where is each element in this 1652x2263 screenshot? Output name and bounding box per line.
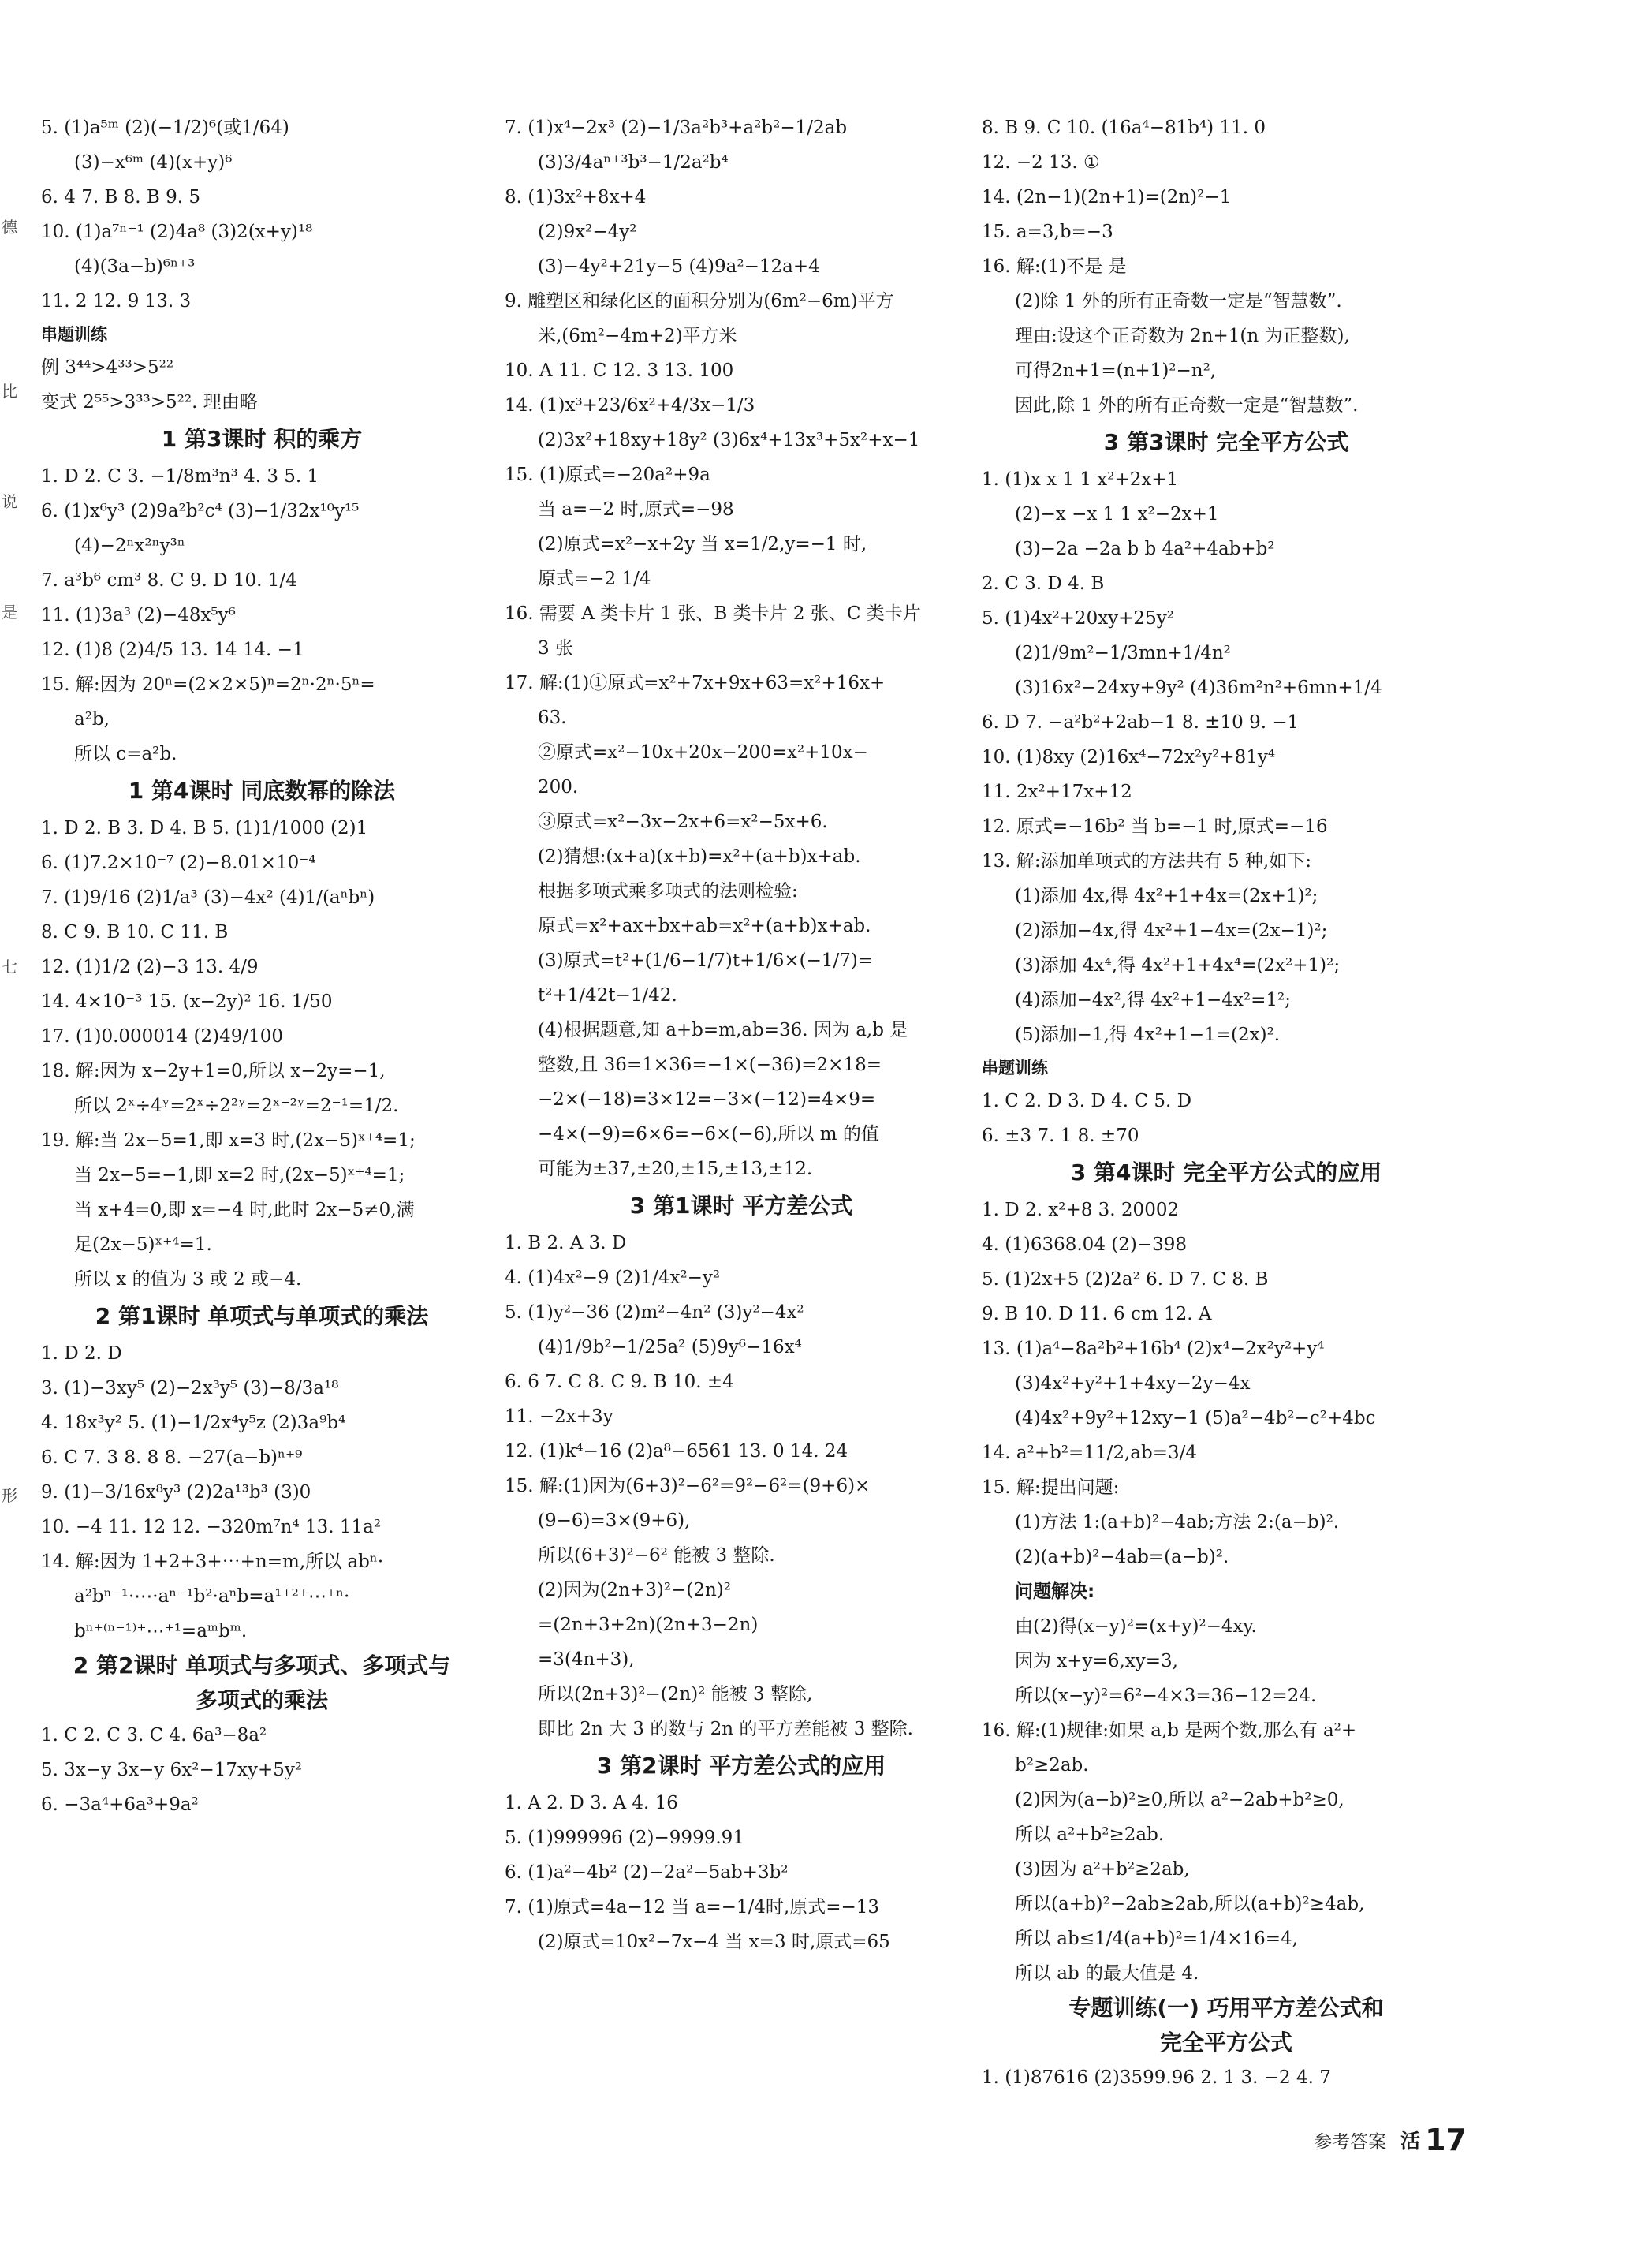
answer-line: (3)原式=t²+(1/6−1/7)t+1/6×(−1/7)= [538, 950, 874, 971]
answer-line: 6. −3a⁴+6a³+9a² [41, 1794, 199, 1815]
answer-line: 1. C 2. D 3. D 4. C 5. D [982, 1091, 1192, 1111]
answer-line: 8. (1)3x²+8x+4 [505, 187, 647, 207]
answer-line: (2)原式=x²−x+2y 当 x=1/2,y=−1 时, [538, 534, 867, 555]
answer-line: 1. B 2. A 3. D [505, 1233, 627, 1253]
answer-line: 11. (1)3a³ (2)−48x⁵y⁶ [41, 605, 236, 625]
answer-line: 14. (2n−1)(2n+1)=(2n)²−1 [982, 187, 1232, 207]
answer-line: (2)3x²+18xy+18y² (3)6x⁴+13x³+5x²+x−1 [538, 430, 920, 450]
section-heading: 3 第1课时 平方差公式 [629, 1193, 853, 1219]
answer-line: 5. (1)999996 (2)−9999.91 [505, 1828, 744, 1848]
answer-line: ③原式=x²−3x−2x+6=x²−5x+6. [538, 812, 828, 832]
section-heading: 2 第2课时 单项式与多项式、多项式与 [73, 1652, 451, 1679]
section-heading: 2 第1课时 单项式与单项式的乘法 [95, 1303, 429, 1329]
answer-line: 当 x+4=0,即 x=−4 时,此时 2x−5≠0,满 [74, 1200, 415, 1220]
binding-edge-margin [0, 0, 16, 2263]
answer-line: 11. 2x²+17x+12 [982, 782, 1132, 802]
section-heading: 多项式的乘法 [195, 1687, 328, 1713]
answer-line: 因此,除 1 外的所有正奇数一定是“智慧数”. [1015, 395, 1359, 416]
answer-line: 当 2x−5=−1,即 x=2 时,(2x−5)ˣ⁺⁴=1; [74, 1165, 405, 1186]
answer-line: (2)因为(a−b)²≥0,所以 a²−2ab+b²≥0, [1015, 1790, 1344, 1810]
answer-line: 可得2n+1=(n+1)²−n², [1015, 360, 1217, 381]
answer-line: 14. a²+b²=11/2,ab=3/4 [982, 1443, 1197, 1463]
answer-line: (3)−4y²+21y−5 (4)9a²−12a+4 [538, 256, 820, 277]
answer-line: 1. D 2. x²+8 3. 20002 [982, 1200, 1180, 1220]
answer-line: (2)猜想:(x+a)(x+b)=x²+(a+b)x+ab. [538, 846, 861, 867]
answer-line: (4)根据题意,知 a+b=m,ab=36. 因为 a,b 是 [538, 1020, 908, 1040]
answer-column-left [41, 110, 483, 1822]
answer-line: 变式 2⁵⁵>3³³>5²². 理由略 [41, 392, 258, 413]
answer-line: 所以(a+b)²−2ab≥2ab,所以(a+b)²≥4ab, [1015, 1894, 1365, 1914]
section-heading: 3 第4课时 完全平方公式的应用 [1070, 1160, 1382, 1186]
answer-line: −4×(−9)=6×6=−6×(−6),所以 m 的值 [538, 1124, 879, 1145]
answer-line: 9. 雕塑区和绿化区的面积分别为(6m²−6m)平方 [505, 291, 894, 312]
answer-line: 63. [538, 708, 567, 728]
answer-line: (3)4x²+y²+1+4xy−2y−4x [1015, 1373, 1251, 1394]
answer-line: 7. a³b⁶ cm³ 8. C 9. D 10. 1/4 [41, 570, 297, 591]
answer-line: 3 张 [538, 638, 573, 659]
answer-line: 1. C 2. C 3. C 4. 6a³−8a² [41, 1725, 267, 1746]
answer-line: 19. 解:当 2x−5=1,即 x=3 时,(2x−5)ˣ⁺⁴=1; [41, 1130, 416, 1151]
answer-line: (2)9x²−4y² [538, 222, 637, 242]
answer-column-middle [505, 110, 978, 1959]
answer-line: 5. (1)2x+5 (2)2a² 6. D 7. C 8. B [982, 1269, 1269, 1290]
answer-line: a²bⁿ⁻¹·⋯·aⁿ⁻¹b²·aⁿb=a¹⁺²⁺⋯⁺ⁿ· [74, 1586, 350, 1607]
answer-line: 7. (1)9/16 (2)1/a³ (3)−4x² (4)1/(aⁿbⁿ) [41, 887, 375, 908]
answer-line: 6. 6 7. C 8. C 9. B 10. ±4 [505, 1372, 734, 1392]
answer-line: 17. 解:(1)①原式=x²+7x+9x+63=x²+16x+ [505, 673, 886, 693]
answer-line: (2)除 1 外的所有正奇数一定是“智慧数”. [1015, 291, 1342, 312]
edge-fragment: 七 [2, 958, 17, 977]
answer-line: 1. A 2. D 3. A 4. 16 [505, 1793, 678, 1813]
answer-line: 9. (1)−3/16x⁸y³ (2)2a¹³b³ (3)0 [41, 1482, 311, 1503]
answer-line: 所以(6+3)²−6² 能被 3 整除. [538, 1545, 775, 1566]
answer-line: −2×(−18)=3×12=−3×(−12)=4×9= [538, 1089, 876, 1110]
answer-line: 14. 4×10⁻³ 15. (x−2y)² 16. 1/50 [41, 991, 333, 1012]
answer-line: 14. 解:因为 1+2+3+⋯+n=m,所以 abⁿ· [41, 1552, 384, 1572]
section-heading: 专题训练(一) 巧用平方差公式和 [1068, 1995, 1384, 2021]
answer-line: 所以 2ˣ÷4ʸ=2ˣ÷2²ʸ=2ˣ⁻²ʸ=2⁻¹=1/2. [74, 1096, 399, 1116]
answer-line: 6. 4 7. B 8. B 9. 5 [41, 187, 201, 207]
answer-line: (4)1/9b²−1/25a² (5)9y⁶−16x⁴ [538, 1337, 802, 1357]
edge-fragment: 比 [2, 382, 17, 401]
edge-fragment: 形 [2, 1486, 17, 1505]
answer-line: 11. 2 12. 9 13. 3 [41, 291, 192, 312]
answer-line: 14. (1)x³+23/6x²+4/3x−1/3 [505, 395, 755, 416]
answer-line: 8. C 9. B 10. C 11. B [41, 922, 229, 943]
answer-line: 1. D 2. D [41, 1343, 122, 1364]
answer-line: 所以 ab 的最大值是 4. [1015, 1963, 1199, 1984]
page-footer [1206, 2120, 1467, 2160]
answer-line: (1)方法 1:(a+b)²−4ab;方法 2:(a−b)². [1015, 1512, 1340, 1533]
answer-line: (5)添加−1,得 4x²+1−1=(2x)². [1015, 1025, 1281, 1045]
answer-line: 6. C 7. 3 8. 8 8. −27(a−b)ⁿ⁺⁹ [41, 1447, 303, 1468]
answer-line: 所以 ab≤1/4(a+b)²=1/4×16=4, [1015, 1929, 1298, 1949]
answer-line: 足(2x−5)ˣ⁺⁴=1. [74, 1234, 212, 1255]
section-heading: 3 第2课时 平方差公式的应用 [596, 1753, 886, 1779]
answer-line: 理由:设这个正奇数为 2n+1(n 为正整数), [1015, 326, 1350, 346]
answer-line: 16. 需要 A 类卡片 1 张、B 类卡片 2 张、C 类卡片 [505, 603, 921, 624]
answer-line: 6. (1)a²−4b² (2)−2a²−5ab+3b² [505, 1862, 789, 1883]
answer-line: 5. (1)a⁵ᵐ (2)(−1/2)⁶(或1/64) [41, 118, 289, 138]
answer-line: (3)16x²−24xy+9y² (4)36m²n²+6mn+1/4 [1015, 678, 1382, 698]
answer-line: 所以 a²+b²≥2ab. [1015, 1824, 1165, 1845]
answer-line: 6. D 7. −a²b²+2ab−1 8. ±10 9. −1 [982, 712, 1300, 733]
answer-line: b²≥2ab. [1015, 1755, 1089, 1776]
answer-line: 问题解决: [1015, 1581, 1095, 1602]
answer-line: 1. D 2. B 3. D 4. B 5. (1)1/1000 (2)1 [41, 818, 368, 838]
answer-line: 4. 18x³y² 5. (1)−1/2x⁴y⁵z (2)3a⁹b⁴ [41, 1413, 346, 1433]
answer-line: 所以(2n+3)²−(2n)² 能被 3 整除, [538, 1684, 813, 1705]
answer-line: 例 3⁴⁴>4³³>5²² [41, 357, 174, 378]
answer-line: 16. 解:(1)不是 是 [982, 256, 1127, 277]
answer-line: 4. (1)6368.04 (2)−398 [982, 1234, 1188, 1255]
answer-line: 10. −4 11. 12 12. −320m⁷n⁴ 13. 11a² [41, 1517, 382, 1537]
section-heading: 3 第3课时 完全平方公式 [1103, 429, 1349, 455]
answer-line: 所以 c=a²b. [74, 744, 177, 764]
answer-line: =(2n+3+2n)(2n+3−2n) [538, 1615, 759, 1635]
answer-line: 15. 解:提出问题: [982, 1477, 1120, 1498]
answer-line: 6. (1)x⁶y³ (2)9a²b²c⁴ (3)−1/32x¹⁰y¹⁵ [41, 501, 360, 521]
answer-line: 12. −2 13. ① [982, 152, 1100, 173]
answer-line: 13. (1)a⁴−8a²b²+16b⁴ (2)x⁴−2x²y²+y⁴ [982, 1339, 1325, 1359]
footer-label: 参考答案 [1314, 2131, 1387, 2153]
answer-line: 200. [538, 777, 579, 797]
answer-line: (1)添加 4x,得 4x²+1+4x=(2x+1)²; [1015, 886, 1318, 906]
page-number: 17 [1425, 2123, 1467, 2157]
answer-line: 15. 解:因为 20ⁿ=(2×2×5)ⁿ=2ⁿ·2ⁿ·5ⁿ= [41, 674, 375, 695]
answer-line: (4)(3a−b)⁶ⁿ⁺³ [74, 256, 196, 277]
answer-line: 15. a=3,b=−3 [982, 222, 1113, 242]
answer-line: 7. (1)x⁴−2x³ (2)−1/3a²b³+a²b²−1/2ab [505, 118, 848, 138]
answer-line: 6. ±3 7. 1 8. ±70 [982, 1126, 1139, 1146]
answer-line: 米,(6m²−4m+2)平方米 [538, 326, 737, 346]
answer-line: 12. (1)k⁴−16 (2)a⁸−6561 13. 0 14. 24 [505, 1441, 848, 1462]
answer-line: (2)1/9m²−1/3mn+1/4n² [1015, 643, 1231, 663]
answer-line: (3)−x⁶ᵐ (4)(x+y)⁶ [74, 152, 233, 173]
answer-line: bⁿ⁺⁽ⁿ⁻¹⁾⁺⋯⁺¹=aᵐbᵐ. [74, 1621, 248, 1641]
answer-line: 原式=x²+ax+bx+ab=x²+(a+b)x+ab. [538, 916, 871, 936]
answer-line: 4. (1)4x²−9 (2)1/4x²−y² [505, 1268, 721, 1288]
subsection-label: 串题训练 [982, 1059, 1048, 1077]
answer-line: 17. (1)0.000014 (2)49/100 [41, 1026, 284, 1047]
answer-line: a²b, [74, 709, 110, 730]
edge-fragment: 说 [2, 492, 17, 511]
answer-line: (2)原式=10x²−7x−4 当 x=3 时,原式=65 [538, 1932, 890, 1952]
answer-line: 10. (1)a⁷ⁿ⁻¹ (2)4a⁸ (3)2(x+y)¹⁸ [41, 222, 313, 242]
section-heading: 1 第3课时 积的乘方 [161, 426, 363, 452]
answer-line: (3)添加 4x⁴,得 4x²+1+4x⁴=(2x²+1)²; [1015, 955, 1341, 976]
answer-line: (9−6)=3×(9+6), [538, 1511, 691, 1531]
answer-line: 12. 原式=−16b² 当 b=−1 时,原式=−16 [982, 816, 1328, 837]
answer-line: 根据多项式乘多项式的法则检验: [538, 881, 798, 902]
answer-line: 整数,且 36=1×36=−1×(−36)=2×18= [538, 1055, 882, 1075]
answer-line: 13. 解:添加单项式的方法共有 5 种,如下: [982, 851, 1311, 872]
answer-line: 5. (1)y²−36 (2)m²−4n² (3)y²−4x² [505, 1302, 804, 1323]
answer-line: 9. B 10. D 11. 6 cm 12. A [982, 1304, 1212, 1324]
answer-line: 所以 x 的值为 3 或 2 或−4. [74, 1269, 302, 1290]
answer-line: 18. 解:因为 x−2y+1=0,所以 x−2y=−1, [41, 1061, 386, 1081]
answer-line: (4)添加−4x²,得 4x²+1−4x²=1²; [1015, 990, 1291, 1010]
answer-line: 12. (1)1/2 (2)−3 13. 4/9 [41, 957, 259, 977]
answer-line: 7. (1)原式=4a−12 当 a=−1/4时,原式=−13 [505, 1897, 880, 1918]
answer-line: 由(2)得(x−y)²=(x+y)²−4xy. [1015, 1616, 1257, 1637]
answer-line: 16. 解:(1)规律:如果 a,b 是两个数,那么有 a²+ [982, 1720, 1357, 1741]
answer-line: (2)添加−4x,得 4x²+1−4x=(2x−1)²; [1015, 921, 1328, 941]
answer-line: (3)−2a −2a b b 4a²+4ab+b² [1015, 539, 1275, 559]
answer-line: 6. (1)7.2×10⁻⁷ (2)−8.01×10⁻⁴ [41, 853, 316, 873]
answer-line: 15. 解:(1)因为(6+3)²−6²=9²−6²=(9+6)× [505, 1476, 871, 1496]
subsection-label: 串题训练 [41, 325, 107, 344]
edge-fragment: 德 [2, 218, 17, 237]
answer-line: 因为 x+y=6,xy=3, [1015, 1651, 1178, 1671]
answer-line: 15. (1)原式=−20a²+9a [505, 465, 710, 485]
answer-line: 5. (1)4x²+20xy+25y² [982, 608, 1174, 629]
answer-line: 所以(x−y)²=6²−4×3=36−12=24. [1015, 1686, 1317, 1706]
answer-line: 可能为±37,±20,±15,±13,±12. [538, 1159, 813, 1179]
answer-line: (4)4x²+9y²+12xy−1 (5)a²−4b²−c²+4bc [1015, 1408, 1376, 1428]
answer-line: 1. (1)87616 (2)3599.96 2. 1 3. −2 4. 7 [982, 2067, 1331, 2088]
answer-line: 3. (1)−3xy⁵ (2)−2x³y⁵ (3)−8/3a¹⁸ [41, 1378, 339, 1399]
answer-line: 10. A 11. C 12. 3 13. 100 [505, 360, 734, 381]
answer-line: 1. D 2. C 3. −1/8m³n³ 4. 3 5. 1 [41, 466, 319, 487]
answer-line: 10. (1)8xy (2)16x⁴−72x²y²+81y⁴ [982, 747, 1276, 767]
answer-line: =3(4n+3), [538, 1649, 635, 1670]
section-heading: 1 第4课时 同底数幂的除法 [128, 778, 396, 804]
answer-line: 12. (1)8 (2)4/5 13. 14 14. −1 [41, 640, 304, 660]
answer-line: 2. C 3. D 4. B [982, 573, 1105, 594]
answer-line: 11. −2x+3y [505, 1406, 613, 1427]
answer-line: (4)−2ⁿx²ⁿy³ⁿ [74, 536, 185, 556]
answer-column-right [982, 110, 1471, 2095]
footer-brand: 活 [1400, 2130, 1421, 2153]
answer-line: (3)因为 a²+b²≥2ab, [1015, 1859, 1190, 1880]
answer-line: (3)3/4aⁿ⁺³b³−1/2a²b⁴ [538, 152, 729, 173]
answer-line: (2)因为(2n+3)²−(2n)² [538, 1580, 731, 1600]
answer-line: 8. B 9. C 10. (16a⁴−81b⁴) 11. 0 [982, 118, 1266, 138]
answer-line: 原式=−2 1/4 [538, 569, 651, 589]
answer-line: ②原式=x²−10x+20x−200=x²+10x− [538, 742, 868, 763]
answer-line: 1. (1)x x 1 1 x²+2x+1 [982, 469, 1179, 490]
section-heading: 完全平方公式 [1159, 2030, 1292, 2056]
edge-fragment: 是 [2, 603, 17, 622]
answer-line: 即比 2n 大 3 的数与 2n 的平方差能被 3 整除. [538, 1719, 913, 1739]
answer-line: (2)(a+b)²−4ab=(a−b)². [1015, 1547, 1229, 1567]
answer-line: 当 a=−2 时,原式=−98 [538, 499, 734, 520]
answer-line: (2)−x −x 1 1 x²−2x+1 [1015, 504, 1219, 525]
answer-line: t²+1/42t−1/42. [538, 985, 677, 1006]
answer-line: 5. 3x−y 3x−y 6x²−17xy+5y² [41, 1760, 303, 1780]
